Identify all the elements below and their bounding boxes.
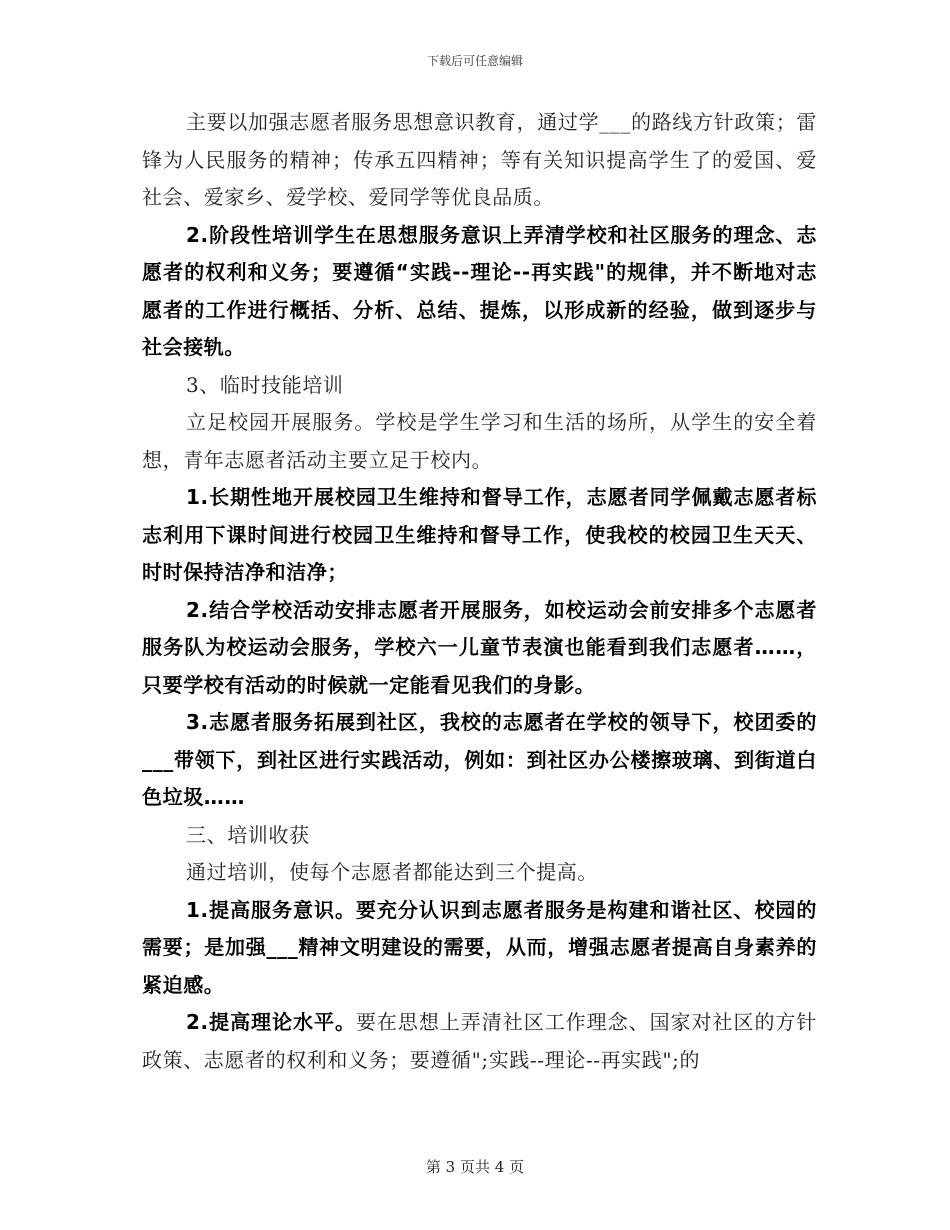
paragraph: 2.结合学校活动安排志愿者开展服务，如校运动会前安排多个志愿者服务队为校运动会服务，学校六一儿童节表演也能看到我们志愿者……，只要学校有活动的时候就一定能看见我们的身影。 (142, 597, 817, 697)
paragraph-rest: 要在思想上弄清社区工作理念、国家对社区的方针政策、志愿者的权利和义务；要遵循";实践--理论--再实践";的 (142, 1010, 817, 1072)
paragraph (142, 1004, 817, 1079)
paragraph: 1.提高服务意识。要充分认识到志愿者服务是构建和谐社区、校园的需要；是加强___精神文明建设的需要，从而，增强志愿者提高自身素养的紧迫感。 (142, 897, 817, 997)
paragraph: 3.志愿者服务拓展到社区，我校的志愿者在学校的领导下，校团委的___带领下，到社区进行实践活动，例如：到社区办公楼擦玻璃、到街道白色垃圾…… (142, 710, 817, 809)
section-heading: 3、临时技能培训 (186, 372, 344, 397)
paragraph: 通过培训，使每个志愿者都能达到三个提高。 (186, 860, 598, 884)
paragraph-lead: 2.提高理论水平。 (186, 1010, 356, 1034)
header-note: 下载后可任意编辑 (426, 54, 523, 68)
paragraph: 主要以加强志愿者服务思想意识教育，通过学___的路线方针政策；雷锋为人民服务的精神；传承五四精神；等有关知识提高学生了的爱国、爱社会、爱家乡、爱学校、爱同学等优良品质。 (142, 110, 817, 209)
paragraph: 1.长期性地开展校园卫生维持和督导工作，志愿者同学佩戴志愿者标志利用下课时间进行校园卫生维持和督导工作，使我校的校园卫生天天、时时保持洁净和洁净； (142, 485, 817, 584)
paragraph: 立足校园开展服务。学校是学生学习和生活的场所，从学生的安全着想，青年志愿者活动主要立足于校内。 (142, 410, 817, 472)
paragraph: 2.阶段性培训学生在思想服务意识上弄清学校和社区服务的理念、志愿者的权利和义务；要遵循“实践--理论--再实践"的规律，并不断地对志愿者的工作进行概括、分析、总结、提炼，以形成新的经验，做到逐步与社会接轨。 (142, 222, 817, 359)
section-heading: 三、培训收获 (186, 822, 310, 847)
page-number: 第 3 页共 4 页 (425, 1158, 525, 1176)
document-body (142, 104, 817, 1079)
